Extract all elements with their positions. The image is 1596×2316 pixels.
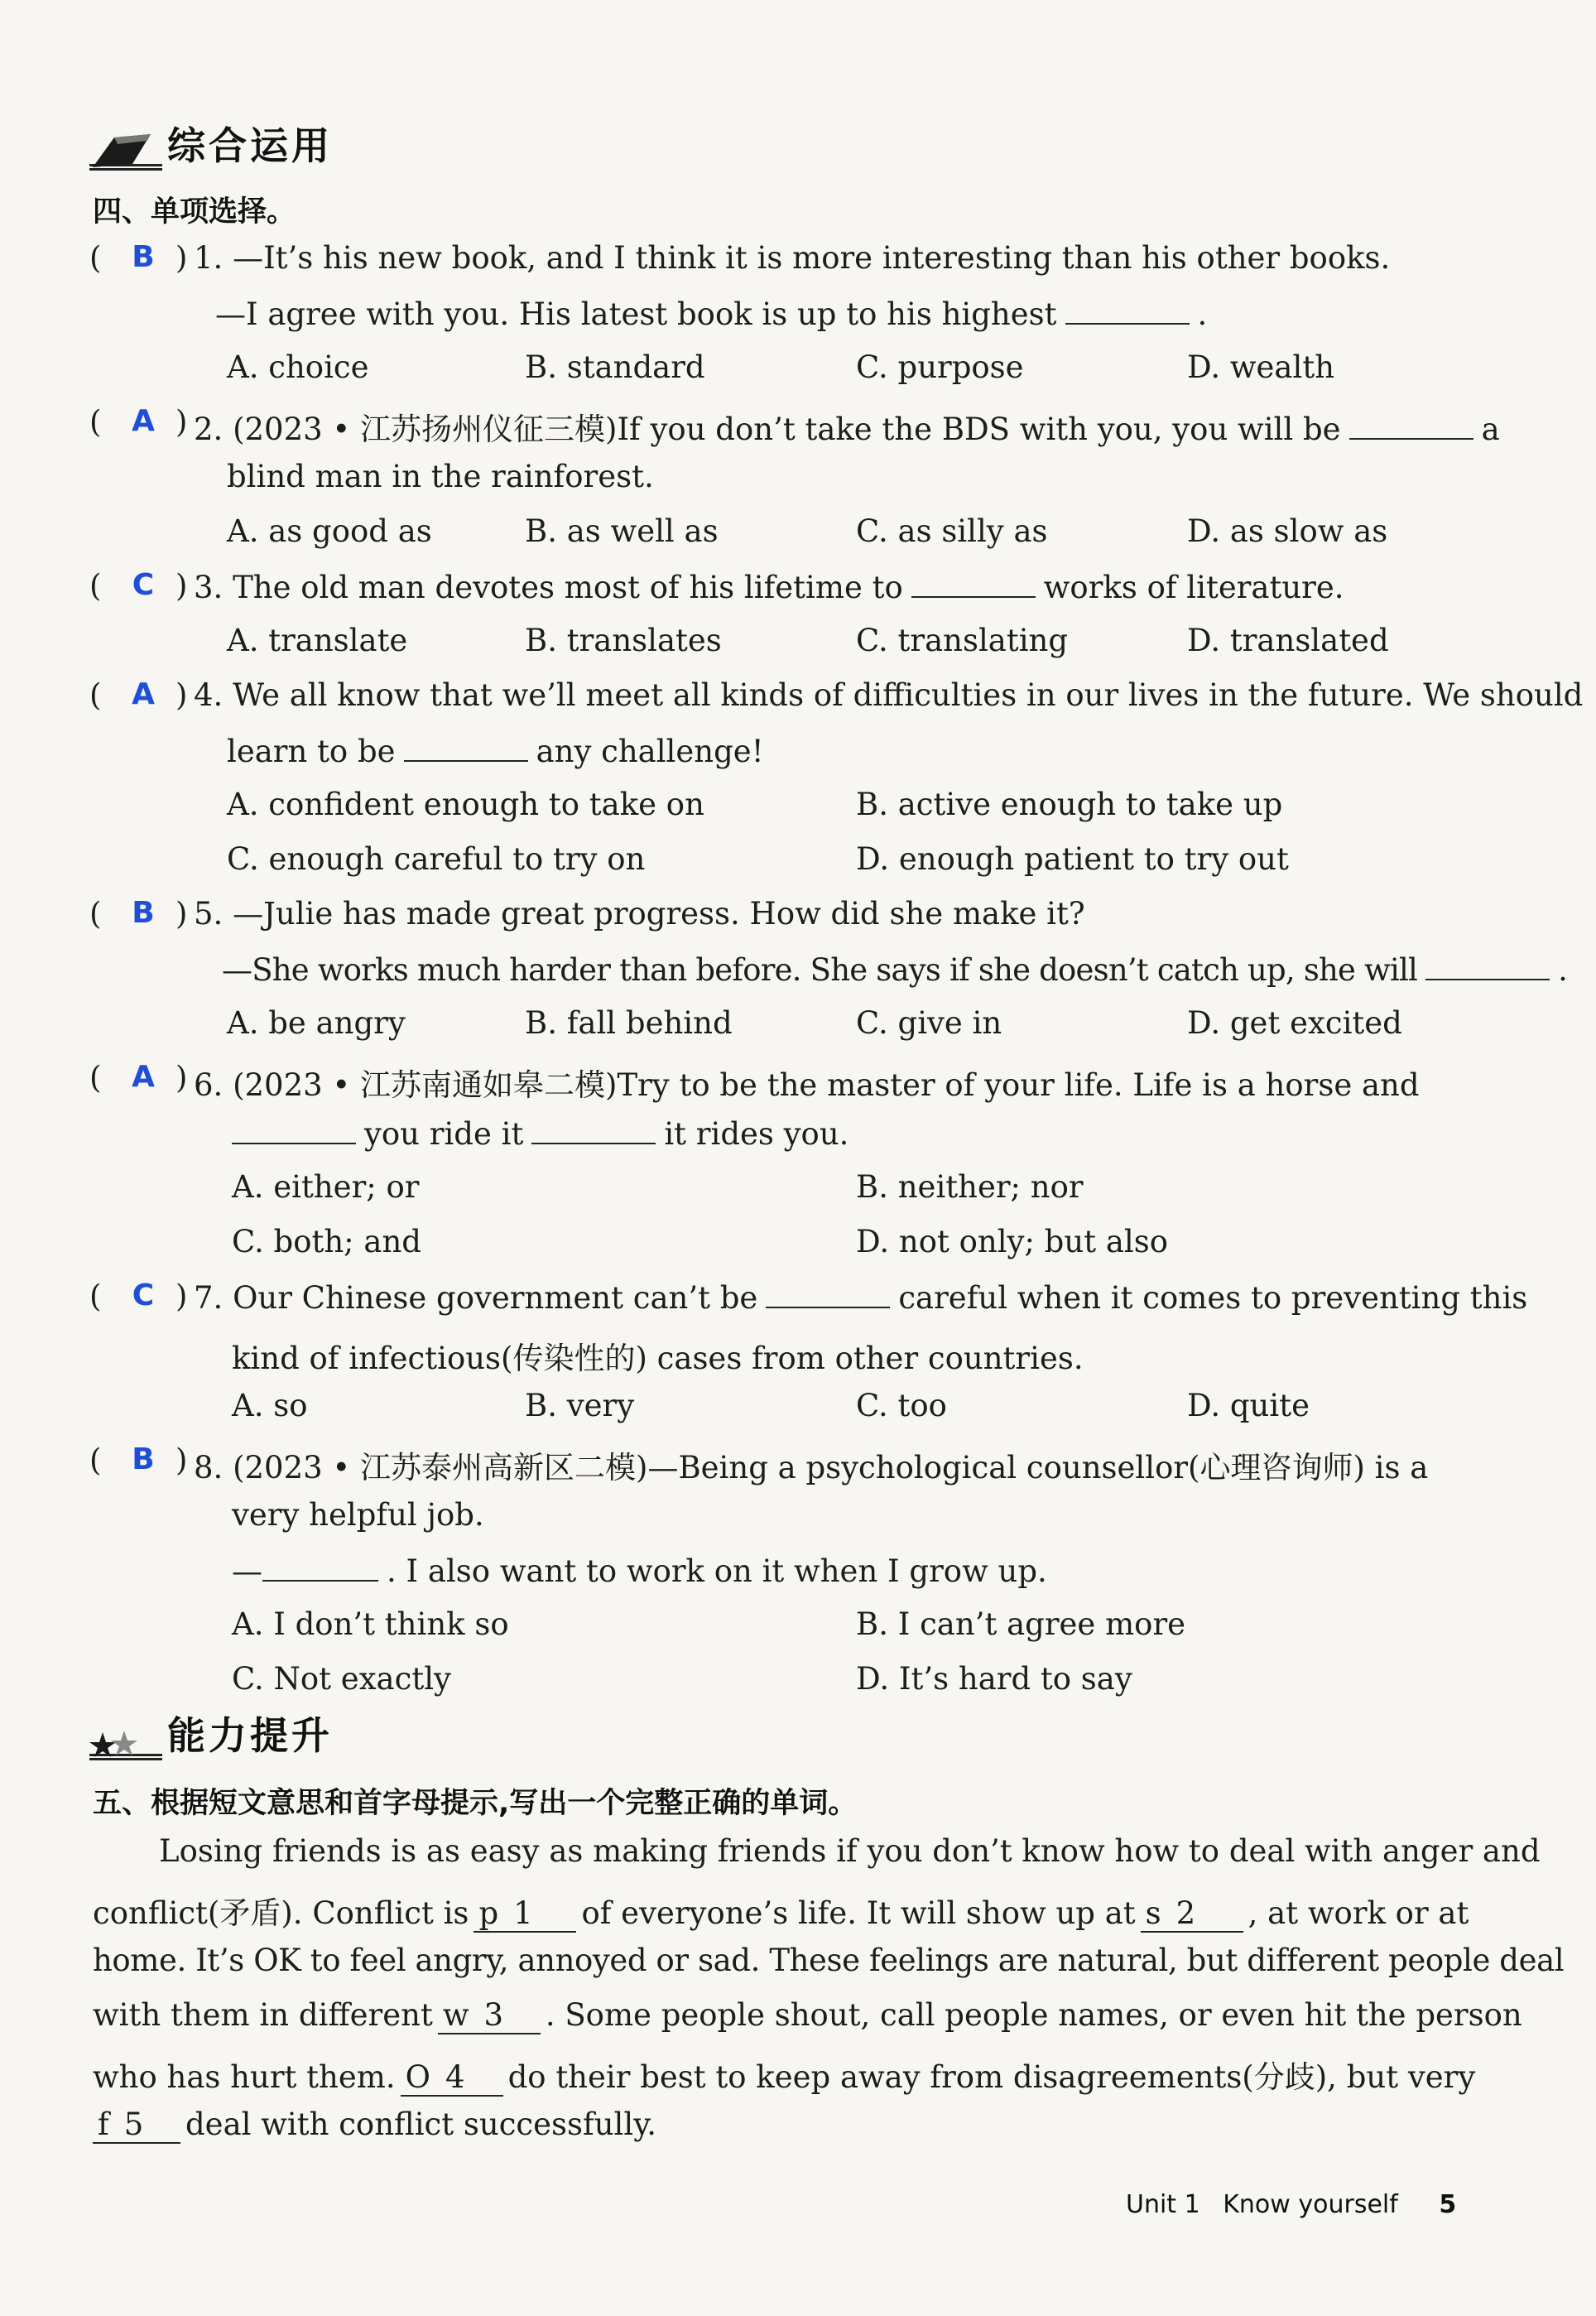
option-d[interactable]: D. get excited xyxy=(1187,1005,1402,1041)
question-text: it rides you. xyxy=(664,1116,849,1152)
question-text: very helpful job. xyxy=(232,1497,484,1533)
question-text: — xyxy=(232,1553,262,1589)
question-text: —She works much harder than before. She says if she doesn’t catch up, she will xyxy=(222,952,1418,988)
passage-text: deal with conflict successfully. xyxy=(185,2107,656,2142)
passage-text: of everyone’s life. It will show up at xyxy=(581,1895,1136,1931)
question-text: . I also want to work on it when I grow up. xyxy=(387,1553,1047,1589)
question-text: kind of infectious(传染性的) cases from other countries. xyxy=(232,1341,1084,1376)
answer: A xyxy=(132,404,155,438)
option-a[interactable]: A. confident enough to take on xyxy=(227,787,704,822)
option-b[interactable]: B. fall behind xyxy=(525,1005,733,1041)
answer: B xyxy=(132,896,155,930)
answer: C xyxy=(132,568,155,602)
answer: B xyxy=(132,1442,155,1476)
answer-blank[interactable] xyxy=(262,1552,378,1582)
section-header-ability xyxy=(89,1706,338,1769)
passage-line: Losing friends is as easy as making friends if you don’t know how to deal with anger and xyxy=(159,1833,1541,1869)
fill-blank-4[interactable] xyxy=(401,2059,503,2097)
passage-text: who has hurt them. xyxy=(93,2059,396,2095)
section-title: 综合运用 xyxy=(162,116,338,171)
option-c[interactable]: C. as silly as xyxy=(856,513,1048,549)
answer: A xyxy=(132,1060,155,1094)
option-c[interactable]: C. give in xyxy=(856,1005,1002,1041)
blank-letter: s xyxy=(1145,1895,1161,1931)
option-b[interactable]: B. standard xyxy=(525,349,705,385)
paren: ( xyxy=(89,240,102,276)
section-header-comprehensive xyxy=(89,116,338,179)
fill-blank-3[interactable] xyxy=(438,1997,541,2034)
answer-blank[interactable] xyxy=(766,1278,890,1308)
option-a[interactable]: A. as good as xyxy=(227,513,432,549)
question-text: blind man in the rainforest. xyxy=(227,459,654,494)
unit-label: Unit 1 xyxy=(1126,2190,1200,2219)
passage-text: with them in different xyxy=(93,1997,433,2033)
option-a[interactable]: A. translate xyxy=(227,623,408,658)
answer: C xyxy=(132,1278,155,1312)
option-d[interactable]: D. wealth xyxy=(1187,349,1335,385)
option-d[interactable]: D. as slow as xyxy=(1187,513,1388,549)
question-text: a xyxy=(1481,412,1500,447)
question-text: works of literature. xyxy=(1043,570,1344,605)
page-number: 5 xyxy=(1439,2190,1457,2219)
blank-number: 1 xyxy=(513,1895,533,1931)
passage-line: home. It’s OK to feel angry, annoyed or sad. These feelings are natural, but different people deal xyxy=(93,1943,1565,1978)
blank-number: 2 xyxy=(1175,1895,1196,1931)
unit-title: Know yourself xyxy=(1223,2190,1398,2219)
passage-text: . Some people shout, call people names, or even hit the person xyxy=(545,1997,1522,2033)
option-a[interactable]: A. so xyxy=(232,1388,308,1423)
question-text: 2. (2023 • 江苏扬州仪征三模)If you don’t take the BDS with you, you will be xyxy=(194,412,1341,447)
question-text: any challenge! xyxy=(536,734,764,769)
option-b[interactable]: B. translates xyxy=(525,623,722,658)
punct: . xyxy=(1558,952,1568,988)
passage-text: do their best to keep away from disagreements(分歧), but very xyxy=(507,2059,1476,2095)
blank-letter: w xyxy=(442,1997,469,2033)
option-a[interactable]: A. choice xyxy=(227,349,369,385)
answer: B xyxy=(132,240,155,274)
answer-blank[interactable] xyxy=(404,732,528,762)
paren-close: ) xyxy=(175,240,188,276)
option-c[interactable]: C. Not exactly xyxy=(232,1661,451,1697)
answer-blank[interactable] xyxy=(1349,410,1473,440)
question-text: 3. The old man devotes most of his lifetime to xyxy=(194,570,903,605)
option-d[interactable]: D. It’s hard to say xyxy=(856,1661,1132,1697)
blank-number: 5 xyxy=(123,2107,144,2142)
option-c[interactable]: C. purpose xyxy=(856,349,1024,385)
section-title: 能力提升 xyxy=(162,1706,338,1760)
blank-letter: O xyxy=(405,2059,430,2095)
option-b[interactable]: B. very xyxy=(525,1388,635,1423)
option-c[interactable]: C. enough careful to try on xyxy=(227,841,646,877)
punct: . xyxy=(1197,296,1208,332)
option-c[interactable]: C. too xyxy=(856,1388,947,1423)
option-b[interactable]: B. as well as xyxy=(525,513,719,549)
question-text: 5. —Julie has made great progress. How did she make it? xyxy=(194,896,1085,932)
answer-blank[interactable] xyxy=(232,1115,356,1144)
question-text: you ride it xyxy=(364,1116,524,1152)
fill-blank-2[interactable] xyxy=(1141,1895,1243,1933)
blank-number: 3 xyxy=(483,1997,504,2033)
workbook-page: 综合运用 四、单项选择。 ( B ) 1. —It’s his new book, and I think it is more interesting than his other books. —I agree with you. His latest book is up to his highest . A. choice B. standard C. purpose D. wealth ( A ) 2. (2023 • 江苏扬州仪征三模)If you don’t take the BDS with you, you will be a blind man in the rainforest. A. as good as B. as well as C. as silly as D. as slow as ( C ) 3. The old man devotes most of his lifetime to works of literature. A. translate B. translates C. translating D. translated ( A ) 4. We all know that we’ll meet all kinds of difficulties in our lives in the future. We should learn to be any challenge! A. confident enough to take on B. active enough to take up C. enough careful to try on D. enough patient to try out ( B ) 5. —Julie has made great progress. How did she make it? —She works much harder than before. She says if she doesn’t catch up, she will . A. be angry B. fall behind C. give in D. get excited ( A ) 6. (2023 • 江苏南通如皋二模)Try to be the master of your life. Life is a horse and you ride it it rides you. A. either; or B. neither; nor C. both; and D. not only; but also ( C ) 7. Our Chinese government can’t be careful when it comes to preventing this kind of infectious(传染性的) cases from other countries. A. so B. very C. too D. quite ( B ) 8. (2023 • 江苏泰州高新区二模)—Being a psychological counsellor(心理咨询师) is a very helpful job. — . I also want to work on it when I grow up. A. I don’t think so B. I can’t agree more C. Not exactly D. It’s hard to say 能力提升 五、根据短文意思和首字母提示,写出一个完整正确的单词。 Losing friends is as easy as making friends if you don’t know how to deal with anger and conflict(矛盾). Conflict is p 1 of everyone’s life. It will show up at s 2 , at work or at home. It’s OK to feel angry, annoyed or sad. These feelings are natural, but different people deal with them in different w 3 . Some people shout, call people names, or even hit the person who has hurt them. O 4 do their best to keep away from disagreements(分歧), but very f 5 deal with conflict successfully. Unit 1 Know yourself 5 xyxy=(0,0,1596,2316)
option-c[interactable]: C. translating xyxy=(856,623,1069,658)
option-b[interactable]: B. active enough to take up xyxy=(856,787,1283,822)
part5-title: 五、根据短文意思和首字母提示,写出一个完整正确的单词。 xyxy=(93,1787,858,1820)
option-a[interactable]: A. be angry xyxy=(227,1005,406,1041)
answer-blank[interactable] xyxy=(531,1115,656,1144)
blank-number: 4 xyxy=(445,2059,465,2095)
answer-blank[interactable] xyxy=(1425,951,1550,980)
option-b[interactable]: B. I can’t agree more xyxy=(856,1606,1186,1642)
stars-icon xyxy=(89,1721,154,1759)
fill-blank-1[interactable] xyxy=(474,1895,576,1933)
book-icon xyxy=(89,131,154,169)
option-b[interactable]: B. neither; nor xyxy=(856,1169,1084,1205)
option-d[interactable]: D. not only; but also xyxy=(856,1224,1168,1259)
page-footer xyxy=(1126,2190,1456,2219)
part4-title: 四、单项选择。 xyxy=(93,195,296,229)
option-c[interactable]: C. both; and xyxy=(232,1224,421,1259)
passage-text: , at work or at xyxy=(1247,1895,1469,1931)
question-text: 6. (2023 • 江苏南通如皋二模)Try to be the master of your life. Life is a horse and xyxy=(194,1067,1420,1103)
question-text: learn to be xyxy=(227,734,396,769)
passage-text: conflict(矛盾). Conflict is xyxy=(93,1895,469,1931)
answer-blank[interactable] xyxy=(911,568,1036,598)
question-text: —I agree with you. His latest book is up to his highest xyxy=(215,296,1057,332)
option-d[interactable]: D. translated xyxy=(1187,623,1389,658)
option-d[interactable]: D. enough patient to try out xyxy=(856,841,1289,877)
answer: A xyxy=(132,677,155,711)
blank-letter: p xyxy=(478,1895,499,1931)
question-text: 8. (2023 • 江苏泰州高新区二模)—Being a psychological counsellor(心理咨询师) is a xyxy=(194,1450,1429,1485)
option-d[interactable]: D. quite xyxy=(1187,1388,1310,1423)
question-text: 7. Our Chinese government can’t be xyxy=(194,1280,758,1316)
question-text: careful when it comes to preventing this xyxy=(898,1280,1528,1316)
question-text: 1. —It’s his new book, and I think it is more interesting than his other books. xyxy=(194,240,1391,276)
option-a[interactable]: A. I don’t think so xyxy=(232,1606,509,1642)
option-a[interactable]: A. either; or xyxy=(232,1169,420,1205)
answer-blank[interactable] xyxy=(1065,295,1190,325)
blank-letter: f xyxy=(98,2107,109,2142)
fill-blank-5[interactable] xyxy=(93,2107,180,2144)
question-text: 4. We all know that we’ll meet all kinds of difficulties in our lives in the future. We should xyxy=(194,677,1584,713)
